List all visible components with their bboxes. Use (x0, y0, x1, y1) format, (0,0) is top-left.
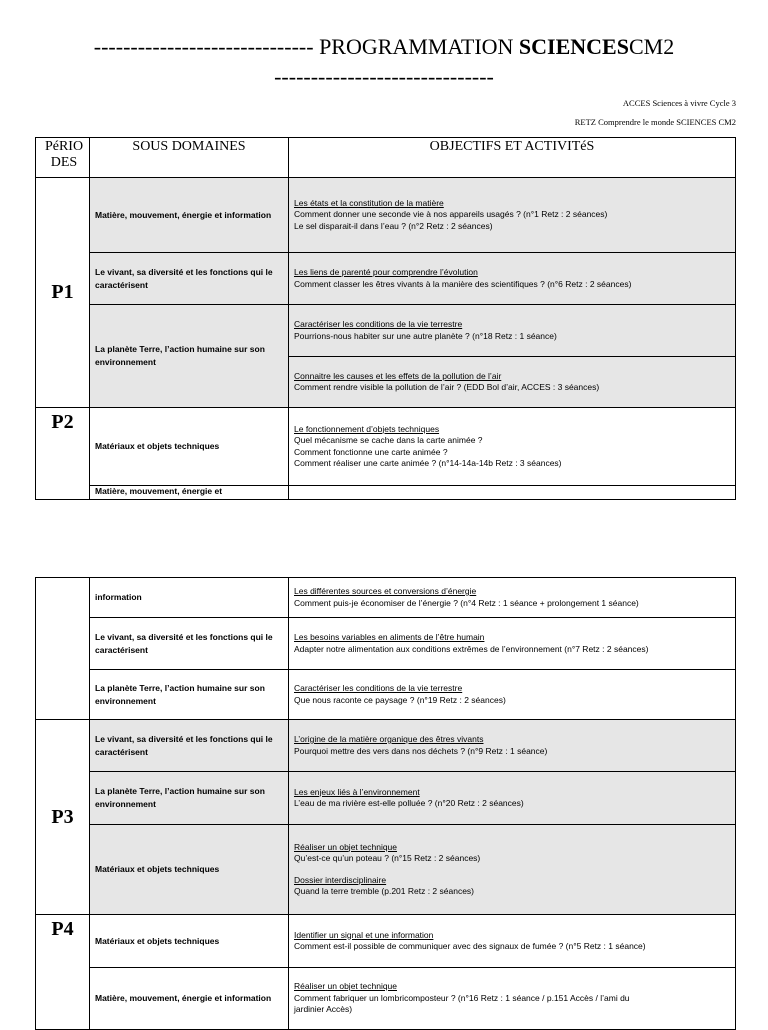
objective-cell: Identifier un signal et une information Comment est-il possible de communiquer avec des signaux de fumée ? (n°5 Retz : 1 séance) (289, 915, 736, 968)
table-row (36, 178, 736, 253)
table-row (36, 578, 736, 618)
table-row (36, 305, 736, 357)
domain-cell: Le vivant, sa diversité et les fonctions qui le caractérisent (90, 618, 289, 670)
objective-cell: Réaliser un objet technique Comment fabriquer un lombricomposteur ? (n°16 Retz : 1 séance / p.151 Accès / l’ami du jardinier Accès) (289, 968, 736, 1030)
domain-cell: Matériaux et objets techniques (90, 408, 289, 486)
reference-acces: ACCES Sciences à vivre Cycle 3 (622, 98, 736, 108)
objective-cell: Les enjeux liés à l’environnement L’eau de ma rivière est-elle polluée ? (n°20 Retz : 2 séances) (289, 772, 736, 825)
domain-cell: Matière, mouvement, énergie et information (90, 968, 289, 1030)
table-row (36, 486, 736, 500)
objective-cell: Caractériser les conditions de la vie terrestre Que nous raconte ce paysage ? (n°19 Retz : 2 séances) (289, 670, 736, 720)
period-p1: P1 (36, 178, 90, 408)
table-row (36, 618, 736, 670)
domain-cell: Le vivant, sa diversité et les fonctions qui le caractérisent (90, 720, 289, 772)
title-prefix: PROGRAMMATION (319, 34, 514, 59)
title-dashes-left: ------------------------------ (93, 34, 314, 59)
table-row (36, 408, 736, 486)
domain-cell: La planète Terre, l’action humaine sur son environnement (90, 305, 289, 408)
domain-cell: Matériaux et objets techniques (90, 825, 289, 915)
period-p2-continued (36, 578, 90, 720)
objective-cell: L’origine de la matière organique des êtres vivants Pourquoi mettre des vers dans nos déchets ? (n°9 Retz : 1 séance) (289, 720, 736, 772)
domain-cell: Matériaux et objets techniques (90, 915, 289, 968)
objective-cell: Le fonctionnement d’objets techniques Quel mécanisme se cache dans la carte animée ? Comment fonctionne une carte animée ? Comment réaliser une carte animée ? (n°14-14a-14b Retz : 3 séances) (289, 408, 736, 486)
title-dashes-line2: ------------------------------ (274, 64, 494, 89)
objective-cell: Les différentes sources et conversions d’énergie Comment puis-je économiser de l’énergie ? (n°4 Retz : 1 séance + prolongement 1 séance) (289, 578, 736, 618)
domain-cell: Matière, mouvement, énergie et information (90, 178, 289, 253)
page-title (0, 34, 768, 60)
reference-retz: RETZ Comprendre le monde SCIENCES CM2 (574, 117, 736, 127)
objective-cell: Réaliser un objet technique Qu’est-ce qu’un poteau ? (n°15 Retz : 2 séances) Dossier interdisciplinaire Quand la terre tremble (p.201 Retz : 2 séances) (289, 825, 736, 915)
objective-cell: Connaitre les causes et les effets de la pollution de l’air Comment rendre visible la pollution de l’air ? (EDD Bol d’air, ACCES : 3 séances) (289, 357, 736, 408)
program-table-page2 (35, 577, 736, 1030)
header-objectives: OBJECTIFS ET ACTIVITéS (289, 138, 736, 178)
header-domains: SOUS DOMAINES (90, 138, 289, 178)
objective-cell: Les liens de parenté pour comprendre l’évolution Comment classer les êtres vivants à la manière des scientifiques ? (n°6 Retz : 2 séances) (289, 253, 736, 305)
program-table-page1 (35, 137, 736, 500)
table-row (36, 825, 736, 915)
table-row (36, 670, 736, 720)
domain-cell: information (90, 578, 289, 618)
table-row (36, 253, 736, 305)
period-p4: P4 (36, 915, 90, 1030)
table-row (36, 720, 736, 772)
period-p3: P3 (36, 720, 90, 915)
objective-cell (289, 486, 736, 500)
title-bold: SCIENCES (518, 34, 629, 59)
period-p2: P2 (36, 408, 90, 500)
domain-cell: La planète Terre, l’action humaine sur son environnement (90, 772, 289, 825)
objective-cell: Les états et la constitution de la matière Comment donner une seconde vie à nos appareils usagés ? (n°1 Retz : 2 séances) Le sel disparait-il dans l’eau ? (n°2 Retz : 2 séances) (289, 178, 736, 253)
domain-cell: La planète Terre, l’action humaine sur son environnement (90, 670, 289, 720)
table-row (36, 915, 736, 968)
table-row (36, 772, 736, 825)
title-suffix: CM2 (628, 34, 675, 59)
domain-cell: Le vivant, sa diversité et les fonctions qui le caractérisent (90, 253, 289, 305)
domain-cell: Matière, mouvement, énergie et (90, 486, 289, 500)
objective-cell: Les besoins variables en aliments de l’être humain Adapter notre alimentation aux conditions extrêmes de l’environnement (n°7 Retz : 2 séances) (289, 618, 736, 670)
table-header-row (36, 138, 736, 178)
table-row (36, 968, 736, 1030)
header-periods: PéRIODES (36, 138, 90, 178)
objective-cell: Caractériser les conditions de la vie terrestre Pourrions-nous habiter sur une autre planète ? (n°18 Retz : 1 séance) (289, 305, 736, 357)
